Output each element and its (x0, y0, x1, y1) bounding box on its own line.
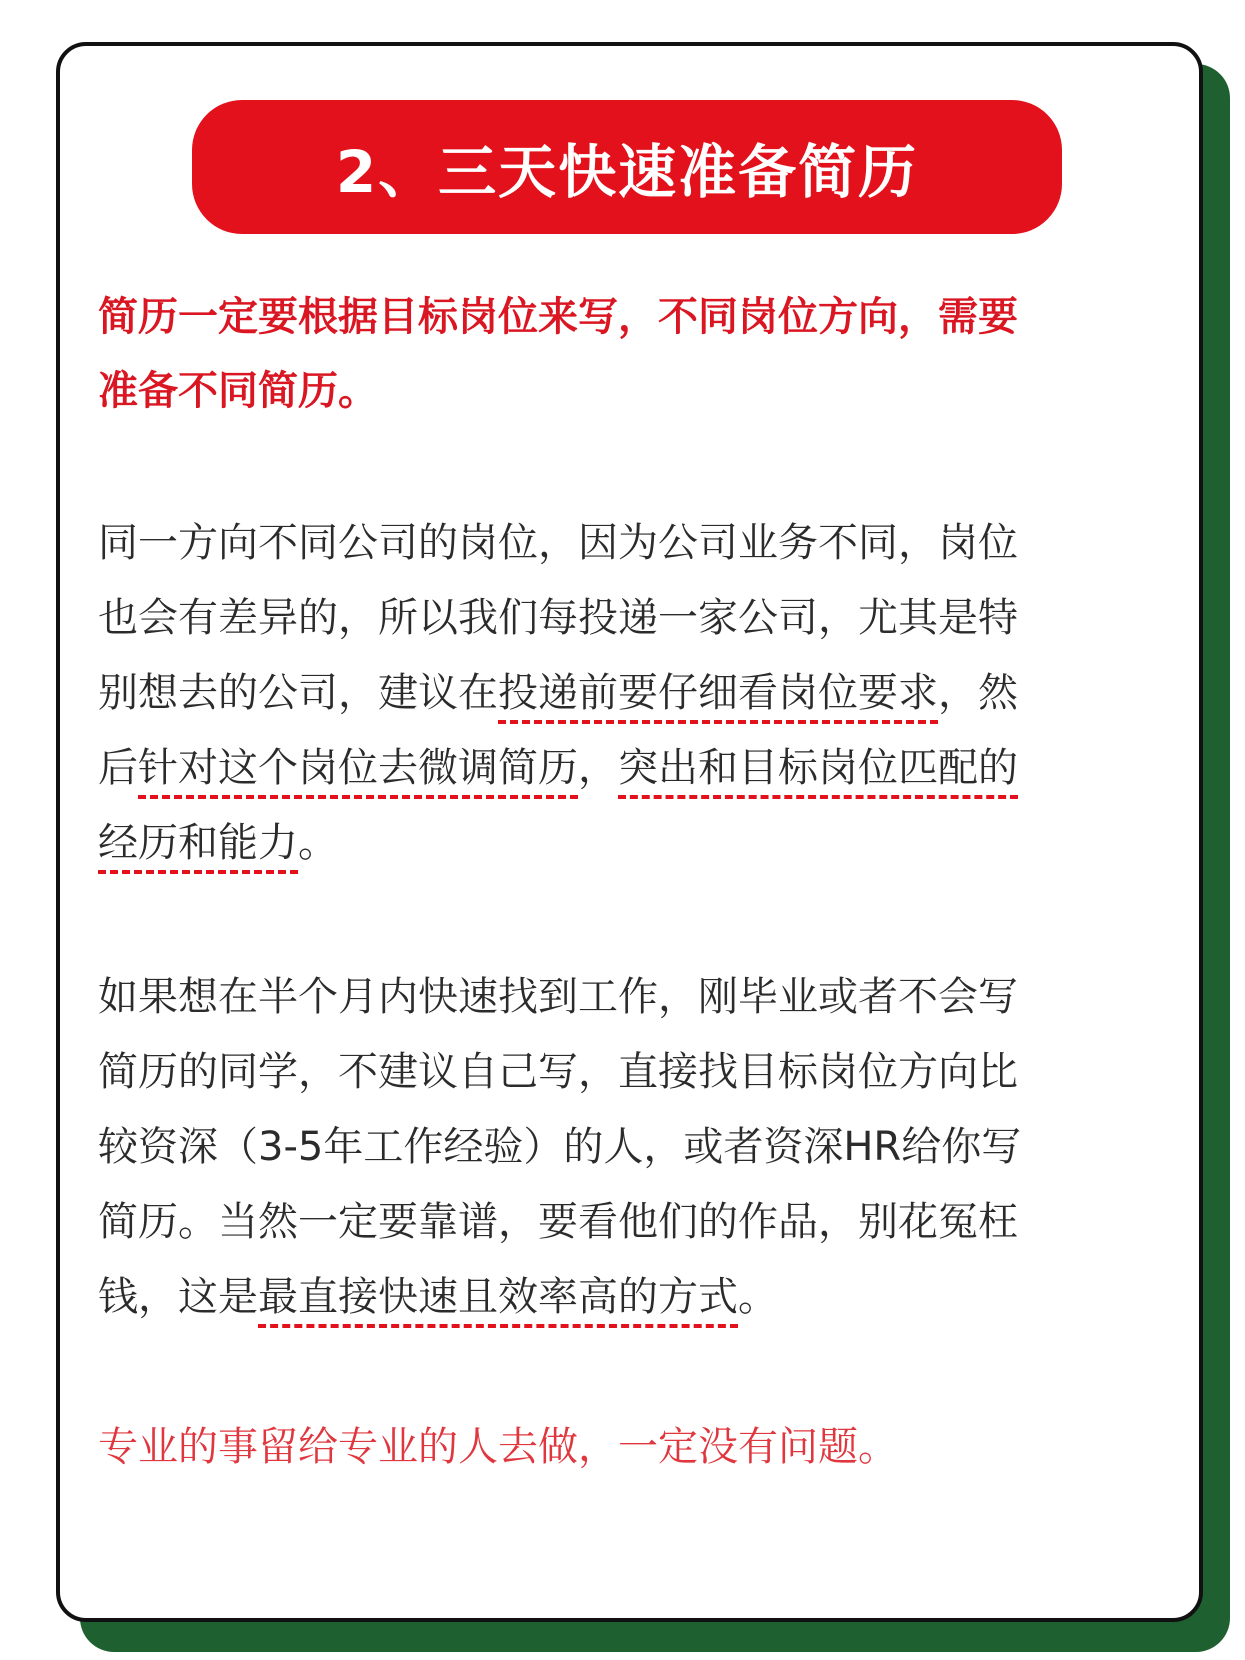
paragraph-line: 同一方向不同公司的岗位，因为公司业务不同，岗位 (98, 520, 1018, 566)
text-segment: 。 (298, 820, 338, 866)
text-segment: 别想去的公司，建议在 (98, 670, 498, 716)
intro-paragraph (98, 280, 1138, 428)
intro-line: 简历一定要根据目标岗位来写，不同岗位方向，需要 (98, 294, 1018, 340)
paragraph-line: 简历的同学，不建议自己写，直接找目标岗位方向比 (98, 1049, 1018, 1095)
body-paragraph-2 (98, 960, 1138, 1335)
paragraph-line: 较资深（3-5年工作经验）的人，或者资深HR给你写 (98, 1124, 1022, 1170)
paragraph-line: 如果想在半个月内快速找到工作，刚毕业或者不会写 (98, 974, 1018, 1020)
closing-line: 专业的事留给专业的人去做，一定没有问题。 (98, 1424, 898, 1470)
text-segment: ， (578, 745, 618, 791)
title-banner (192, 100, 1062, 234)
text-segment: 钱，这是 (98, 1274, 258, 1320)
emphasis-underline: 突出和目标岗位匹配的 (618, 745, 1018, 791)
emphasis-underline: 投递前要仔细看岗位要求 (498, 670, 938, 716)
paragraph-line (98, 731, 1138, 806)
paragraph-line (98, 1260, 1138, 1335)
paragraph-line (98, 806, 1138, 881)
paragraph-line (98, 656, 1138, 731)
paragraph-line: 简历。当然一定要靠谱，要看他们的作品，别花冤枉 (98, 1199, 1018, 1245)
paragraph-line: 也会有差异的，所以我们每投递一家公司，尤其是特 (98, 595, 1018, 641)
text-segment: 后 (98, 745, 138, 791)
body-paragraph-1 (98, 506, 1138, 881)
intro-line: 准备不同简历。 (98, 368, 378, 414)
emphasis-underline: 针对这个岗位去微调简历 (138, 745, 578, 791)
text-segment: 。 (738, 1274, 778, 1320)
emphasis-underline: 最直接快速且效率高的方式 (258, 1274, 738, 1320)
page-title: 2、三天快速准备简历 (335, 138, 919, 206)
emphasis-underline: 经历和能力 (98, 820, 298, 866)
text-segment: ，然 (938, 670, 1018, 716)
